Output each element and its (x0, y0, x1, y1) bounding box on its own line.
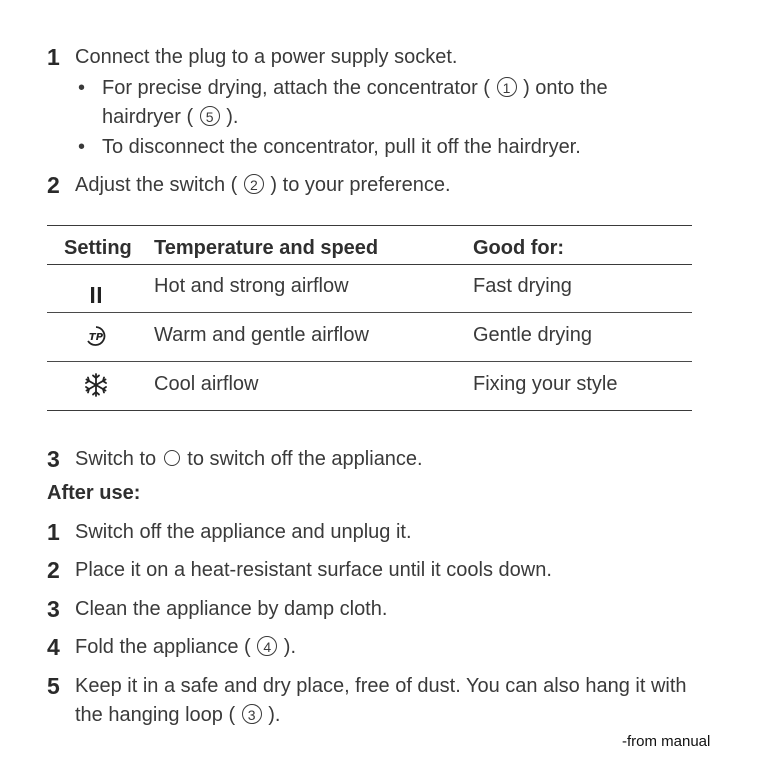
tp-icon (81, 322, 111, 350)
circled-number: 4 (257, 636, 277, 656)
step-text: Keep it in a safe and dry place, free of dust. You can also hang it with (75, 675, 687, 697)
table-top-rule (47, 225, 692, 226)
double-bar-icon (81, 281, 111, 309)
table-bottom-rule (47, 410, 692, 411)
step-number: 1 (47, 519, 60, 545)
step-number: 2 (47, 172, 60, 198)
step-number: 3 (47, 446, 60, 472)
step-number: 1 (47, 44, 60, 70)
circled-number: 3 (242, 704, 262, 724)
table-cell: Warm and gentle airflow (154, 324, 369, 346)
bullet-text: To disconnect the concentrator, pull it off the hairdryer. (102, 136, 581, 158)
table-cell: Cool airflow (154, 373, 259, 395)
bullet-text: For precise drying, attach the concentrator ( 1 ) onto the (102, 77, 608, 99)
after-use-heading: After use: (47, 482, 141, 504)
step-number: 3 (47, 596, 60, 622)
header-temp-speed: Temperature and speed (154, 237, 379, 259)
source-note: -from manual (622, 733, 711, 750)
header-rule (47, 264, 692, 265)
bullet-dot: • (78, 77, 86, 99)
table-cell: Hot and strong airflow (154, 275, 349, 297)
step-text: Place it on a heat-resistant surface until it cools down. (75, 559, 552, 581)
step-text: Clean the appliance by damp cloth. (75, 598, 388, 620)
step-text: Fold the appliance ( 4 ). (75, 636, 297, 658)
table-cell: Fixing your style (473, 373, 618, 395)
snowflake-icon (81, 371, 111, 399)
row-rule (47, 312, 692, 313)
off-circle-icon (164, 450, 180, 466)
step-text: Connect the plug to a power supply socket. (75, 46, 458, 68)
bullet-text: hairdryer ( 5 ). (102, 106, 239, 128)
step-text: Adjust the switch ( 2 ) to your preference. (75, 174, 451, 196)
step-text: Switch off the appliance and unplug it. (75, 521, 412, 543)
row-rule (47, 361, 692, 362)
step-text: the hanging loop ( 3 ). (75, 704, 281, 726)
header-setting: Setting (64, 237, 132, 259)
table-cell: Gentle drying (473, 324, 592, 346)
bullet-dot: • (78, 136, 86, 158)
svg-text:TP: TP (88, 332, 104, 343)
step-text: Switch to to switch off the appliance. (75, 448, 423, 470)
step-number: 2 (47, 557, 60, 583)
step-number: 4 (47, 634, 60, 660)
header-good-for: Good for: (473, 237, 565, 259)
table-cell: Fast drying (473, 275, 572, 297)
circled-number: 5 (200, 106, 220, 126)
step-number: 5 (47, 673, 60, 699)
circled-number: 2 (244, 174, 264, 194)
circled-number: 1 (497, 77, 517, 97)
